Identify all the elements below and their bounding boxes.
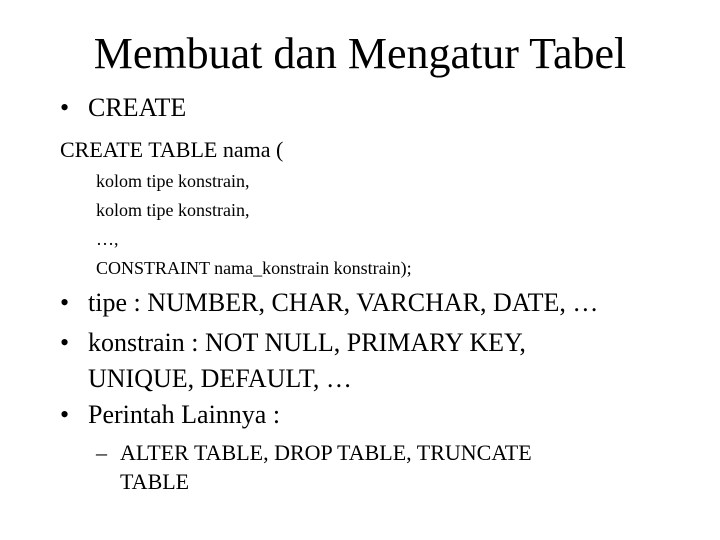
- code-line: kolom tipe konstrain,: [96, 171, 250, 191]
- bullet-marker: •: [60, 400, 70, 429]
- bullet-konstrain-cont: UNIQUE, DEFAULT, …: [88, 364, 352, 393]
- slide-title: Membuat dan Mengatur Tabel: [93, 29, 627, 78]
- code-line: CONSTRAINT nama_konstrain konstrain);: [96, 258, 412, 278]
- sub-bullet-commands-cont: TABLE: [120, 469, 190, 494]
- sub-bullet-dash: –: [96, 440, 107, 465]
- sub-bullet-commands: ALTER TABLE, DROP TABLE, TRUNCATE: [120, 440, 532, 465]
- bullet-perintah: Perintah Lainnya :: [88, 400, 281, 429]
- bullet-marker: •: [60, 93, 70, 122]
- bullet-marker: •: [60, 288, 70, 317]
- code-line: kolom tipe konstrain,: [96, 200, 250, 220]
- create-heading: CREATE: [88, 93, 187, 122]
- bullet-konstrain: konstrain : NOT NULL, PRIMARY KEY,: [88, 328, 526, 357]
- code-line: …,: [96, 229, 119, 249]
- create-statement: CREATE TABLE nama (: [60, 137, 284, 162]
- bullet-marker: •: [60, 328, 70, 357]
- bullet-tipe: tipe : NUMBER, CHAR, VARCHAR, DATE, …: [88, 288, 599, 317]
